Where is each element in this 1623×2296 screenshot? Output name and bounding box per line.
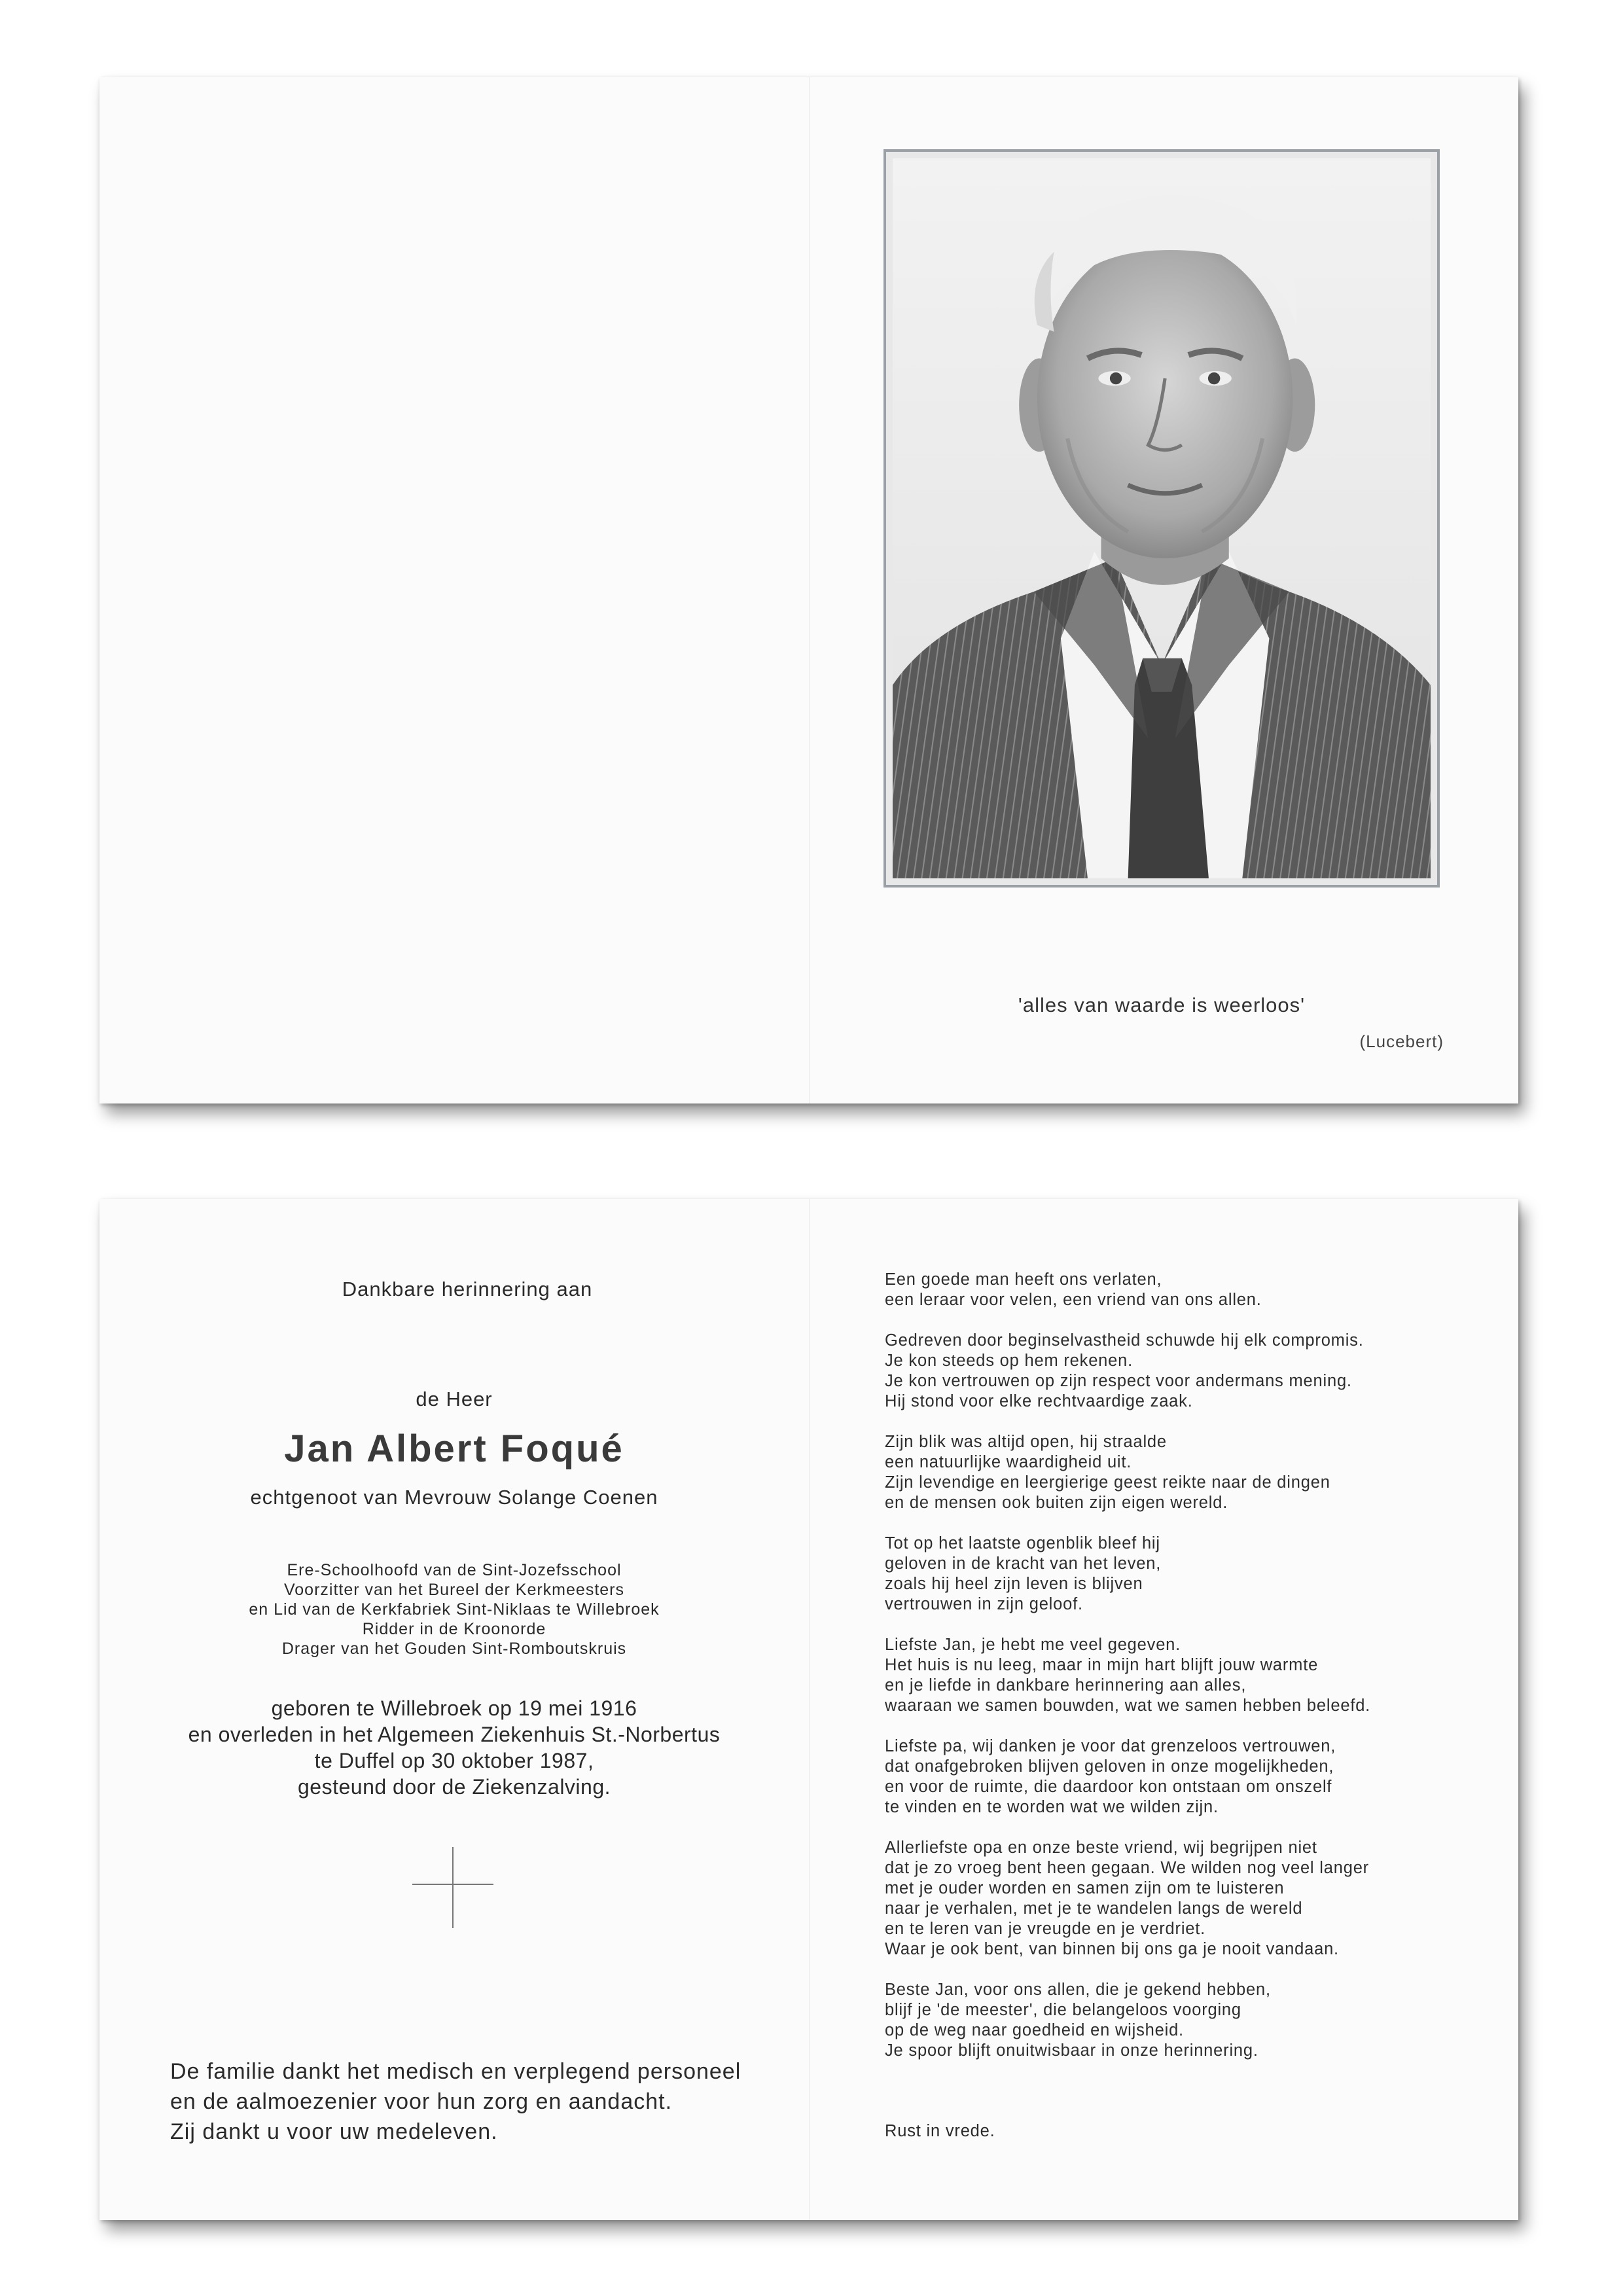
poem-line: en te leren van je vreugde en je verdriet. [885, 1920, 1206, 1938]
intro-line: Dankbare herinnering aan [342, 1278, 593, 1300]
poem-stanza [885, 1736, 1474, 1818]
life-dates [99, 1695, 809, 1800]
poem-stanza [885, 1534, 1474, 1615]
fold-line [809, 1199, 810, 2220]
life-line: te Duffel op 30 oktober 1987, [314, 1749, 594, 1772]
family-thanks [170, 2056, 741, 2147]
poem-line: Zijn levendige en leergierige geest reikte naar de dingen [885, 1473, 1330, 1492]
poem-line: Tot op het laatste ogenblik bleef hij [885, 1534, 1160, 1552]
deceased-name: Jan Albert Foqué [284, 1427, 624, 1470]
poem-line: Je spoor blijft onuitwisbaar in onze herinnering. [885, 2041, 1258, 2060]
poem-line: dat je zo vroeg bent heen gegaan. We wilden nog veel langer [885, 1859, 1369, 1877]
honorary-titles [99, 1560, 809, 1659]
poem-line: te vinden en te worden wat we wilden zijn. [885, 1798, 1219, 1816]
poem-line: Een goede man heeft ons verlaten, [885, 1270, 1162, 1289]
thanks-line: en de aalmoezenier voor hun zorg en aandacht. [170, 2089, 673, 2114]
card-outer-side [99, 77, 1518, 1103]
title-line: en Lid van de Kerkfabriek Sint-Niklaas te Willebroek [249, 1600, 660, 1619]
title-line: Ridder in de Kroonorde [362, 1620, 546, 1638]
poem-stanza [885, 1432, 1474, 1513]
poem-line: waaraan we samen bouwden, wat we samen hebben beleefd. [885, 1696, 1371, 1715]
poem-line: op de weg naar goedheid en wijsheid. [885, 2021, 1184, 2039]
poem-line: Je kon steeds op hem rekenen. [885, 1352, 1133, 1370]
poem-stanza [885, 1270, 1474, 1310]
honorific: de Heer [416, 1388, 493, 1410]
poem-line: Allerliefste opa en onze beste vriend, wij begrijpen niet [885, 1839, 1317, 1857]
cross-icon [412, 1847, 493, 1928]
memorial-quote: 'alles van waarde is weerloos' [1018, 994, 1306, 1016]
poem-line: naar je verhalen, met je te wandelen langs de wereld [885, 1899, 1303, 1918]
poem-line: blijf je 'de meester', die belangeloos voorging [885, 2001, 1241, 2019]
poem-line: Hij stond voor elke rechtvaardige zaak. [885, 1392, 1193, 1410]
card-inside [99, 1199, 1518, 2220]
poem-line: en de mensen ook buiten zijn eigen wereld. [885, 1494, 1228, 1512]
poem-line: Gedreven door beginselvastheid schuwde hij elk compromis. [885, 1331, 1364, 1350]
poem-line: en je liefde in dankbare herinnering aan alles, [885, 1676, 1247, 1695]
title-line: Drager van het Gouden Sint-Romboutskruis [281, 1640, 627, 1658]
poem-line: dat onafgebroken blijven geloven in onze mogelijkheden, [885, 1757, 1334, 1776]
poem-line: geloven in de kracht van het leven, [885, 1554, 1162, 1573]
poem-line: en voor de ruimte, die daardoor kon ontstaan om onszelf [885, 1778, 1332, 1796]
poem-line: Waar je ook bent, van binnen bij ons ga je nooit vandaan. [885, 1940, 1339, 1958]
poem-line: met je ouder worden en samen zijn om te luisteren [885, 1879, 1285, 1897]
inside-left-page [99, 1199, 809, 2220]
poem-stanza [885, 1635, 1474, 1716]
poem-line: Liefste pa, wij danken je voor dat grenzeloos vertrouwen, [885, 1737, 1336, 1755]
poem-line: Je kon vertrouwen op zijn respect voor andermans mening. [885, 1372, 1352, 1390]
poem-line: een natuurlijke waardigheid uit. [885, 1453, 1132, 1471]
portrait-photo [883, 149, 1440, 888]
life-line: en overleden in het Algemeen Ziekenhuis St.-Norbertus [188, 1723, 721, 1746]
portrait-image [893, 158, 1431, 878]
poem-line: Het huis is nu leeg, maar in mijn hart blijft jouw warmte [885, 1656, 1319, 1674]
thanks-line: Zij dankt u voor uw medeleven. [170, 2119, 498, 2144]
poem-line: Zijn blik was altijd open, hij straalde [885, 1433, 1167, 1451]
poem-stanza [885, 1331, 1474, 1412]
poem-line: Beste Jan, voor ons allen, die je gekend hebben, [885, 1981, 1271, 1999]
poem-stanza [885, 1980, 1474, 2061]
poem-line: vertrouwen in zijn geloof. [885, 1595, 1083, 1613]
title-line: Ere-Schoolhoofd van de Sint-Jozefsschool [287, 1561, 622, 1579]
quote-author: (Lucebert) [1359, 1031, 1444, 1051]
spouse-line: echtgenoot van Mevrouw Solange Coenen [250, 1486, 658, 1509]
poem-line: Liefste Jan, je hebt me veel gegeven. [885, 1636, 1181, 1654]
thanks-line: De familie dankt het medisch en verplegend personeel [170, 2059, 741, 2084]
closing-line: Rust in vrede. [885, 2122, 995, 2140]
title-line: Voorzitter van het Bureel der Kerkmeesters [283, 1581, 624, 1599]
poem-line: zoals hij heel zijn leven is blijven [885, 1575, 1143, 1593]
life-line: gesteund door de Ziekenzalving. [297, 1775, 611, 1799]
life-line: geboren te Willebroek op 19 mei 1916 [271, 1696, 637, 1720]
poem-stanza [885, 1838, 1474, 1960]
fold-line [809, 77, 810, 1103]
memorial-poem [885, 1270, 1474, 2081]
poem-line: een leraar voor velen, een vriend van ons allen. [885, 1291, 1262, 1309]
